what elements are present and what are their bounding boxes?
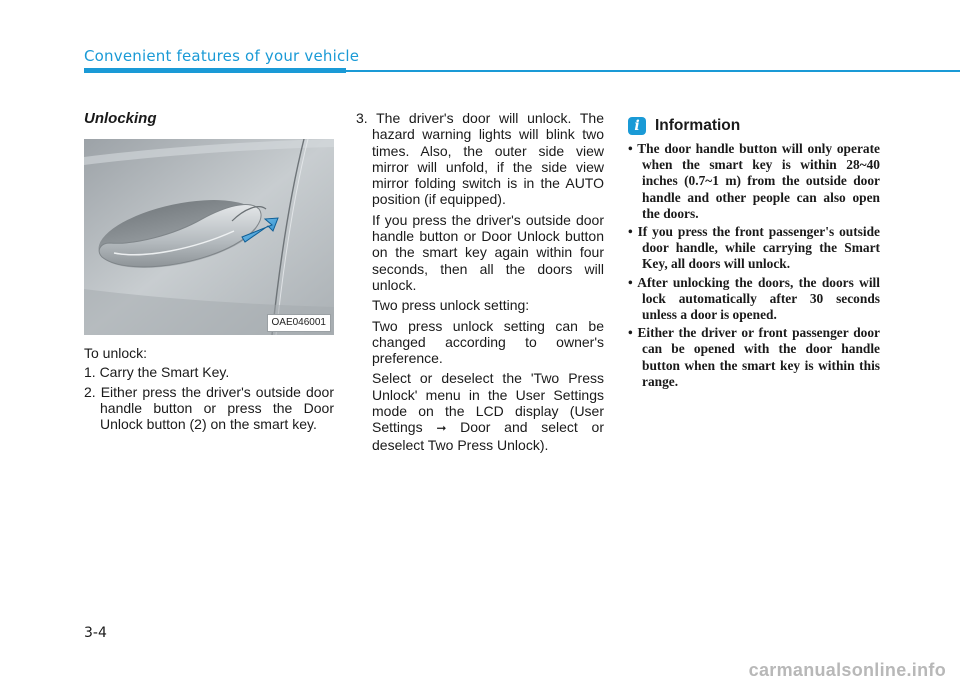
info-item: • The door handle button will only operate when the smart key is within 28~40 inches (0.7~1 m) from the outside door handle and other people can also open the doors. <box>628 141 880 221</box>
info-icon: i <box>628 117 646 135</box>
two-press-instructions <box>356 370 604 452</box>
page-number: 3-4 <box>84 625 107 641</box>
unlock-intro: To unlock: <box>84 345 148 361</box>
information-title: Information <box>655 117 741 134</box>
step-3: 3. The driver's door will unlock. The hazard warning lights will blink two times. Also, the outer side view mirror will unfold, if the side view mirror folding switch is in the AUTO position (if equipped). <box>356 110 604 208</box>
information-list <box>628 141 880 390</box>
step-2: 2. Either press the driver's outside door handle button or press the Door Unlock button (2) on the smart key. <box>84 383 334 433</box>
header-title: Convenient features of your vehicle <box>84 47 360 65</box>
two-press-description: Two press unlock setting can be changed according to owner's preference. <box>372 317 604 367</box>
double-press-note: If you press the driver's outside door handle button or Door Unlock button on the smart key again within four seconds, then all the doors will unlock. <box>372 211 604 293</box>
two-press-heading: Two press unlock setting: <box>372 297 530 314</box>
information-header <box>628 116 880 136</box>
section-title: Unlocking <box>84 110 157 127</box>
info-item: • After unlocking the doors, the doors will lock automatically after 30 seconds unless a door is opened. <box>628 274 880 323</box>
header-rule-accent <box>84 68 346 73</box>
arrow-right-icon: ➞ <box>436 421 447 436</box>
column-middle <box>356 110 604 453</box>
column-left <box>84 110 334 432</box>
two-press-instructions-start: Select or deselect the 'Two Press Unlock' menu in the User Settings mode on the LCD display (User Settings <box>372 370 604 436</box>
step-1: 1. Carry the Smart Key. <box>84 364 230 381</box>
information-box <box>628 116 880 392</box>
door-handle-figure <box>84 139 334 335</box>
two-press-instructions-end: Door and select or deselect Two Press Unlock). <box>372 419 604 453</box>
watermark: carmanualsonline.info <box>748 660 946 680</box>
door-handle-illustration <box>84 139 334 335</box>
figure-code: OAE046001 <box>267 314 332 332</box>
info-item: • Either the driver or front passenger door can be opened with the door handle button when the smart key is within this range. <box>628 325 880 389</box>
page-header <box>0 44 960 76</box>
info-item: • If you press the front passenger's outside door handle, while carrying the Smart Key, all doors will unlock. <box>628 224 880 272</box>
header-rule <box>346 70 960 72</box>
